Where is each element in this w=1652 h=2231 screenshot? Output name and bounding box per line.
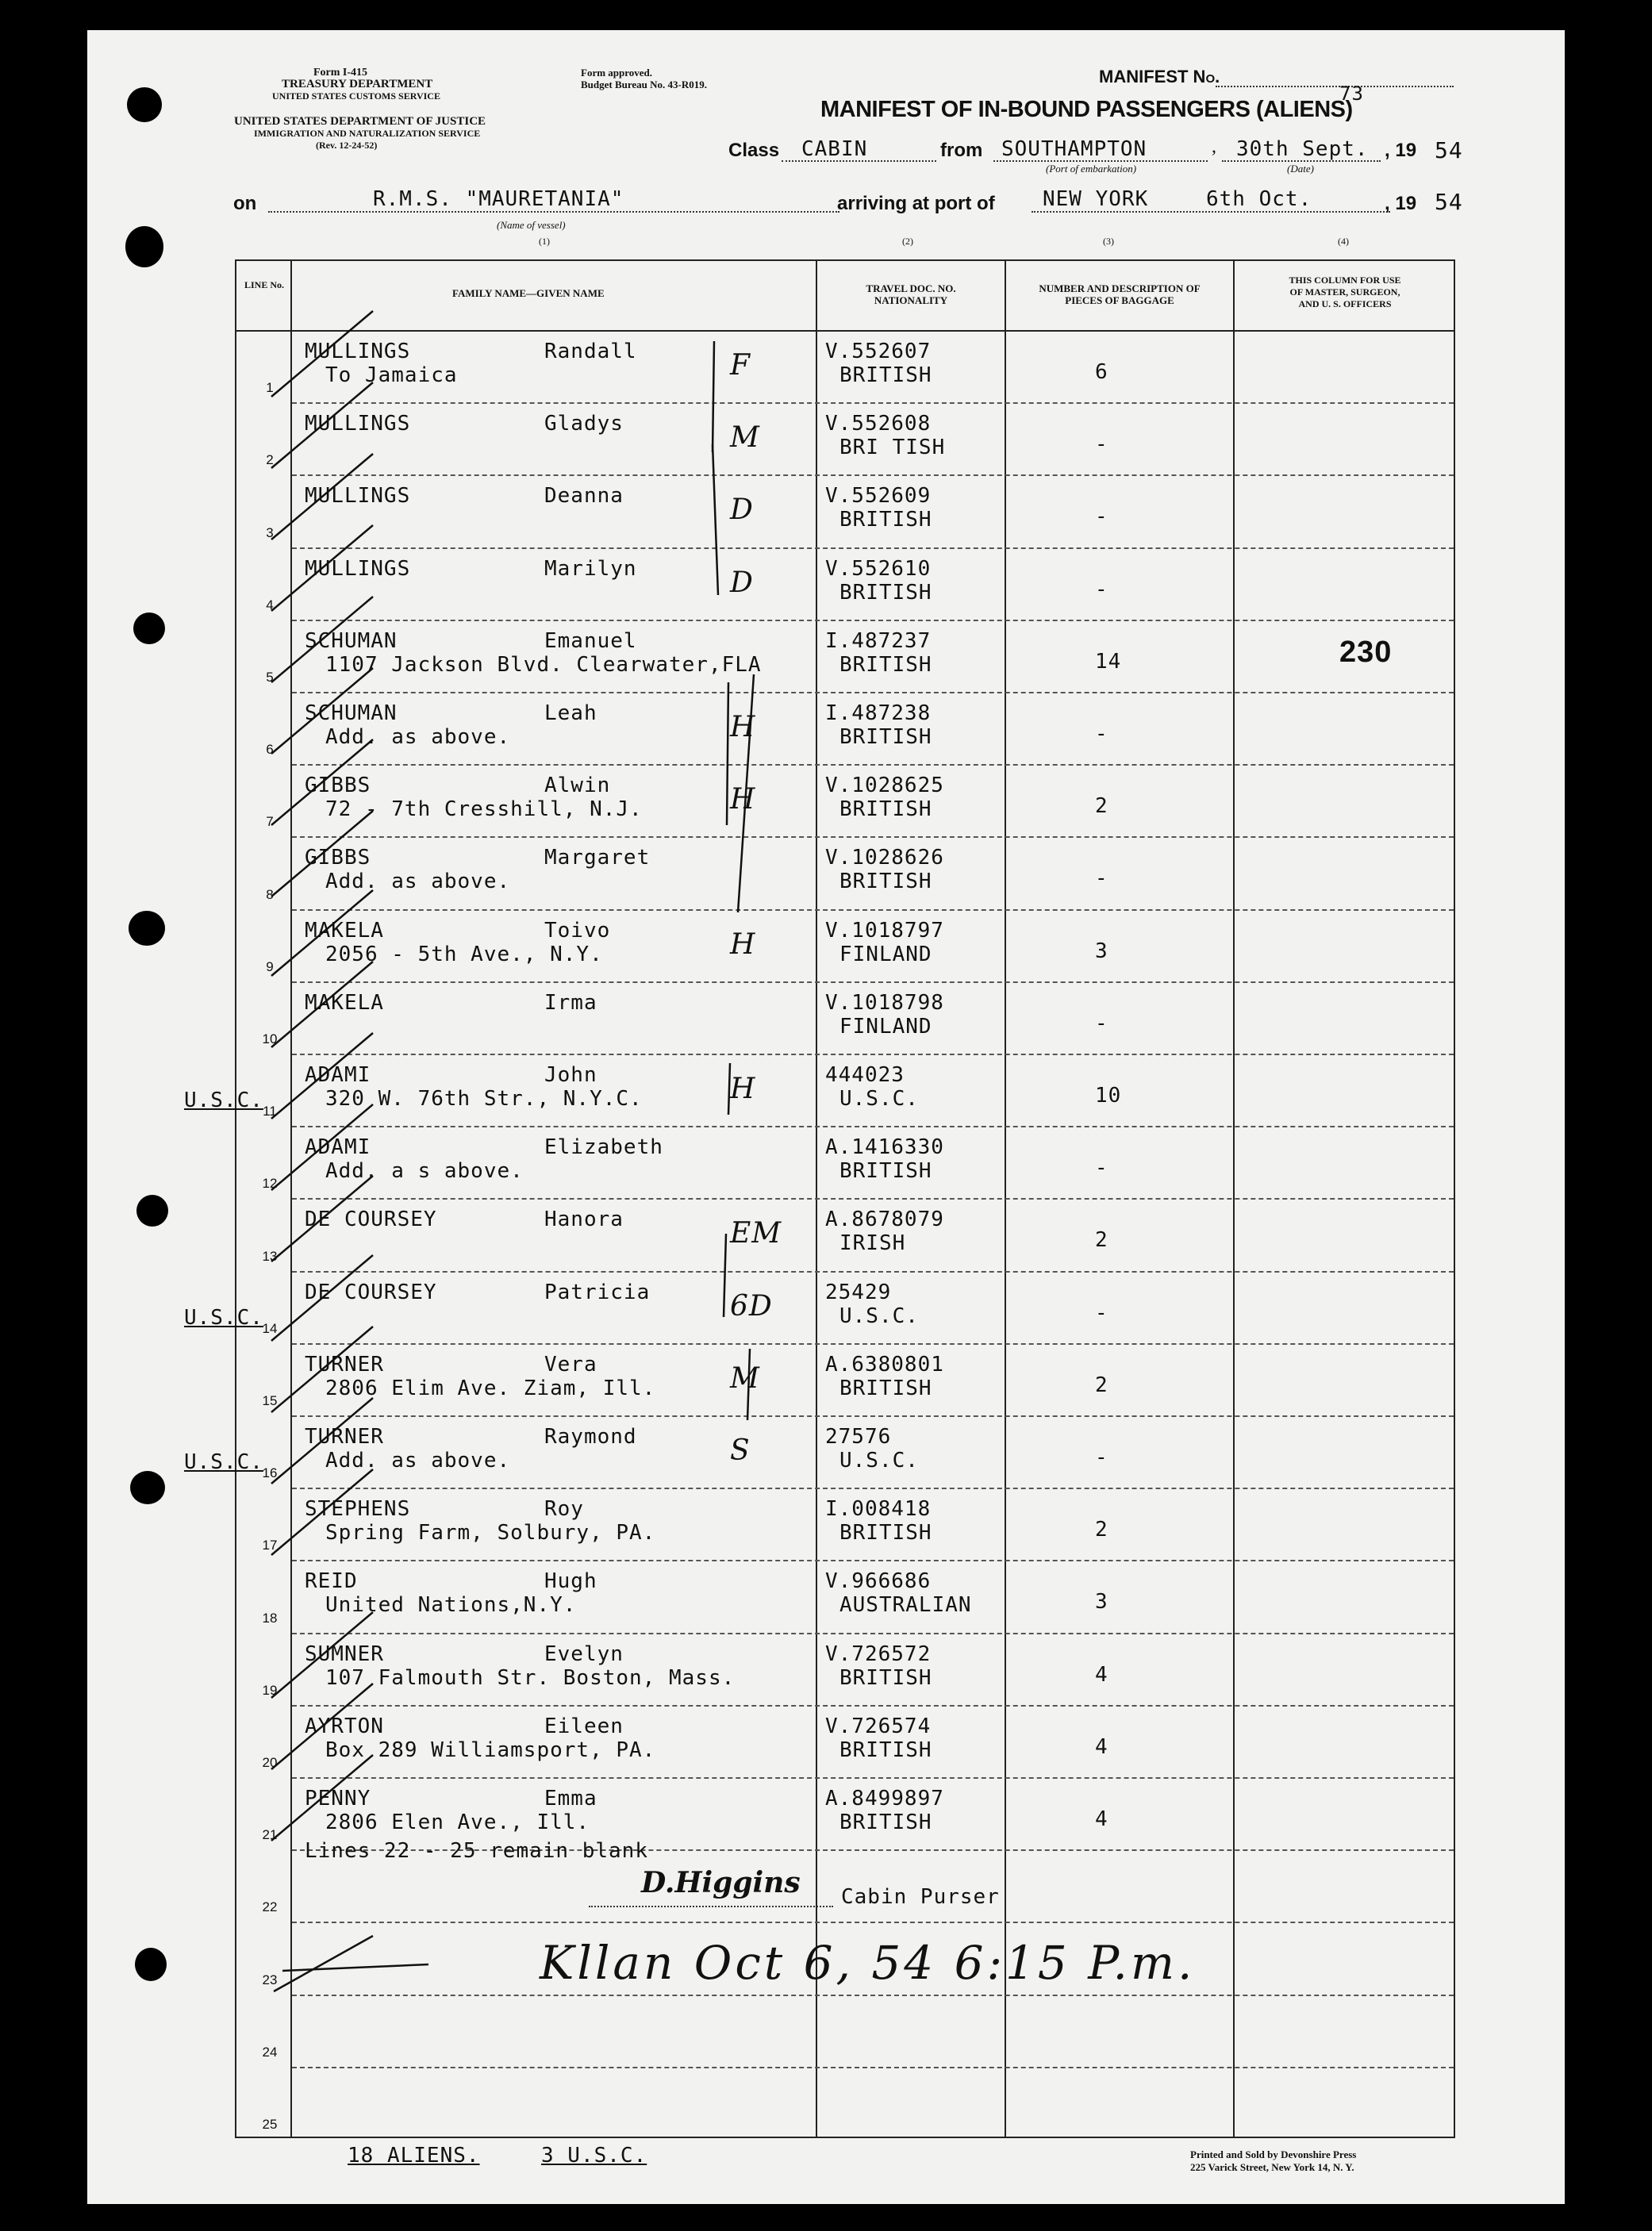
travel-doc-no: V.1028626	[825, 846, 944, 870]
line-number: 8	[266, 886, 274, 902]
purser-title: Cabin Purser	[841, 1885, 1000, 1909]
travel-doc-no: I.008418	[825, 1497, 932, 1522]
comma: ,	[1212, 136, 1216, 157]
baggage-count: -	[1095, 866, 1108, 891]
travel-doc-no: V.552608	[825, 412, 932, 436]
baggage-count: -	[1095, 1011, 1108, 1035]
header-officer-3: AND U. S. OFFICERS	[1298, 298, 1392, 309]
travel-doc-no: V.726572	[825, 1642, 932, 1666]
baggage-count: 4	[1095, 1807, 1108, 1831]
line-number: 1	[266, 380, 274, 396]
manifest-no: 73	[1339, 83, 1364, 105]
address: Add. as above.	[325, 1449, 511, 1473]
status-mark: H	[730, 783, 756, 816]
nationality: FINLAND	[839, 942, 932, 966]
baggage-count: -	[1095, 505, 1108, 529]
baggage-count: 3	[1095, 939, 1108, 963]
alien-count: 18 ALIENS.	[348, 2144, 480, 2168]
nationality: FINLAND	[839, 1014, 932, 1039]
col-1-label: (1)	[539, 236, 550, 247]
address: 2056 - 5th Ave., N.Y.	[325, 942, 603, 966]
family-name: ADAMI	[305, 1135, 371, 1160]
family-name: AYRTON	[305, 1714, 384, 1738]
nationality: U.S.C.	[839, 1449, 919, 1473]
given-name: Deanna	[544, 484, 624, 509]
address: United Nations,N.Y.	[325, 1593, 577, 1618]
baggage-count: 3	[1095, 1590, 1108, 1615]
baggage-count: 6	[1095, 360, 1108, 384]
line-number: 17	[262, 1538, 278, 1553]
travel-doc-no: V.966686	[825, 1569, 932, 1594]
col-2-label: (2)	[902, 236, 913, 247]
baggage-count: 2	[1095, 1228, 1108, 1253]
baggage-count: 2	[1095, 1373, 1108, 1397]
family-name: ADAMI	[305, 1063, 371, 1087]
line-number: 2	[266, 452, 274, 468]
given-name: Alwin	[544, 774, 611, 798]
address: 320 W. 76th Str., N.Y.C.	[325, 1087, 643, 1111]
given-name: Gladys	[544, 412, 624, 436]
usc-annotation: U.S.C.	[184, 1305, 263, 1330]
given-name: Roy	[544, 1497, 584, 1522]
baggage-count: 4	[1095, 1662, 1108, 1687]
line-number: 25	[262, 2117, 278, 2132]
baggage-count: -	[1095, 1446, 1108, 1469]
printer-line-2: 225 Varick Street, New York 14, N. Y.	[1190, 2161, 1354, 2173]
nationality: BRITISH	[839, 725, 932, 749]
given-name: Hugh	[544, 1569, 597, 1594]
from-label: from	[940, 140, 983, 161]
address: Box 289 Williamsport, PA.	[325, 1738, 656, 1762]
travel-doc-no: V.1018797	[825, 918, 944, 943]
arriving-label: arriving at port of	[837, 193, 995, 214]
nationality: U.S.C.	[839, 1087, 919, 1111]
year-prefix-text: 19	[1395, 140, 1417, 161]
baggage-count: -	[1095, 1300, 1108, 1325]
status-mark: S	[730, 1434, 751, 1467]
baggage-count: 4	[1095, 1734, 1108, 1759]
given-name: Toivo	[544, 918, 611, 943]
address: To Jamaica	[325, 363, 458, 387]
printer-line-1: Printed and Sold by Devonshire Press	[1190, 2148, 1357, 2160]
given-name: Patricia	[544, 1280, 651, 1304]
nationality: BRITISH	[839, 1376, 932, 1400]
form-id: Form I-415	[313, 67, 368, 79]
given-name: Marilyn	[544, 556, 637, 581]
status-mark: M	[730, 1361, 760, 1395]
family-name: SUMNER	[305, 1642, 384, 1666]
travel-doc-no: A.8499897	[825, 1787, 944, 1811]
arrival-year: 54	[1435, 189, 1463, 215]
given-name: Eileen	[544, 1714, 624, 1738]
travel-doc-no: 25429	[825, 1280, 892, 1304]
travel-doc-no: A.6380801	[825, 1352, 944, 1377]
baggage-count: 10	[1095, 1084, 1122, 1108]
justice-dept: UNITED STATES DEPARTMENT OF JUSTICE	[234, 115, 486, 128]
nationality: BRITISH	[839, 652, 932, 677]
given-name: Hanora	[544, 1208, 624, 1232]
baggage-count: -	[1095, 432, 1108, 457]
nationality: BRITISH	[839, 1738, 932, 1762]
travel-doc-no: V.552610	[825, 556, 932, 581]
family-name: PENNY	[305, 1787, 371, 1811]
header-line-no: LINE No.	[244, 279, 284, 290]
year-prefix-2-text: 19	[1395, 193, 1417, 214]
col-3-label: (3)	[1103, 236, 1114, 247]
status-mark: EM	[730, 1217, 782, 1250]
travel-doc-no: A.8678079	[825, 1208, 944, 1232]
address: 2806 Elen Ave., Ill.	[325, 1811, 590, 1834]
given-name: Leah	[544, 701, 597, 725]
family-name: STEPHENS	[305, 1497, 411, 1522]
embark-port: SOUTHAMPTON	[1001, 137, 1147, 161]
on-label: on	[233, 193, 257, 214]
embark-date: 30th Sept.	[1236, 137, 1369, 161]
nationality: BRITISH	[839, 363, 932, 387]
status-mark: D	[730, 566, 754, 599]
given-name: John	[544, 1063, 597, 1087]
travel-doc-no: 444023	[825, 1063, 905, 1087]
line-number: 11	[263, 1104, 277, 1119]
handwritten-arrival-note: Kllan Oct 6, 54 6:15 P.m.	[540, 1936, 1196, 1990]
address: 2806 Elim Ave. Ziam, Ill.	[325, 1376, 656, 1400]
manifest-no-label: MANIFEST No.	[1099, 67, 1220, 86]
status-mark: H	[730, 1073, 756, 1105]
family-name: MULLINGS	[305, 412, 411, 436]
dept-name: TREASURY DEPARTMENT	[282, 78, 433, 90]
nationality: BRITISH	[839, 1665, 932, 1690]
given-name: Evelyn	[544, 1642, 624, 1666]
travel-doc-no: V.552607	[825, 340, 932, 363]
address: 1107 Jackson Blvd. Clearwater,FLA	[325, 652, 762, 677]
line-number: 3	[266, 524, 274, 540]
status-mark: H	[730, 927, 756, 961]
given-name: Irma	[544, 990, 597, 1015]
family-name: GIBBS	[305, 846, 371, 870]
header-officer-2: OF MASTER, SURGEON,	[1289, 286, 1400, 298]
ins-service: IMMIGRATION AND NATURALIZATION SERVICE	[254, 128, 481, 139]
given-name: Emanuel	[544, 628, 637, 653]
year-prefix: , 19	[1385, 140, 1417, 161]
usc-annotation: U.S.C.	[184, 1450, 263, 1474]
address: 107 Falmouth Str. Boston, Mass.	[325, 1665, 736, 1690]
travel-doc-no: V.1028625	[825, 774, 944, 798]
class-label: Class	[728, 140, 780, 161]
line-number: 9	[266, 958, 274, 974]
officer-note: 230	[1339, 635, 1393, 669]
port-embark-caption: (Port of embarkation)	[1046, 163, 1137, 175]
nationality: BRITISH	[839, 1521, 932, 1546]
family-name: TURNER	[305, 1425, 384, 1449]
class-value: CABIN	[801, 137, 868, 161]
arrival-port: NEW YORK	[1043, 187, 1149, 211]
nationality: BRITISH	[839, 508, 932, 532]
family-name: MULLINGS	[305, 340, 411, 363]
date-caption: (Date)	[1287, 163, 1314, 175]
nationality: BRI TISH	[839, 436, 946, 460]
line-number: 21	[262, 1827, 278, 1843]
line-number: 5	[266, 670, 274, 685]
family-name: REID	[305, 1569, 358, 1594]
given-name: Elizabeth	[544, 1135, 663, 1160]
baggage-count: 14	[1095, 649, 1122, 674]
given-name: Emma	[544, 1787, 597, 1811]
travel-doc-no: I.487237	[825, 628, 932, 653]
status-mark: 6D	[730, 1289, 773, 1323]
family-name: GIBBS	[305, 774, 371, 798]
line-number: 7	[266, 814, 274, 830]
nationality: BRITISH	[839, 797, 932, 822]
family-name: TURNER	[305, 1352, 384, 1377]
baggage-count: 2	[1095, 794, 1108, 819]
header-baggage-2: PIECES OF BAGGAGE	[1065, 294, 1174, 306]
travel-doc-no: V.726574	[825, 1714, 932, 1738]
line-number: 6	[266, 742, 274, 758]
address: Add. as above.	[325, 725, 511, 749]
status-mark: M	[730, 421, 760, 455]
address: Add. as above.	[325, 870, 511, 894]
header-officer-1: THIS COLUMN FOR USE	[1289, 275, 1401, 286]
address: 72 - 7th Cresshill, N.J.	[325, 797, 643, 822]
baggage-count: -	[1095, 1156, 1108, 1181]
purser-signature: D.Higgins	[641, 1866, 801, 1899]
line-number: 15	[262, 1393, 278, 1408]
line-number: 10	[262, 1031, 278, 1046]
line-number: 4	[266, 597, 274, 612]
status-mark: F	[730, 349, 751, 382]
vessel-caption: (Name of vessel)	[497, 219, 566, 231]
line-number: 12	[262, 1176, 278, 1192]
line-number: 24	[262, 2044, 278, 2060]
nationality: U.S.C.	[839, 1304, 919, 1328]
status-mark: D	[730, 493, 754, 527]
travel-doc-no: V.552609	[825, 484, 932, 509]
address: Spring Farm, Solbury, PA.	[325, 1521, 656, 1546]
status-mark: H	[730, 711, 756, 743]
nationality: BRITISH	[839, 1811, 932, 1834]
header-baggage-1: NUMBER AND DESCRIPTION OF	[1039, 282, 1201, 294]
family-name: MAKELA	[305, 918, 384, 943]
family-name: DE COURSEY	[305, 1208, 437, 1232]
baggage-count: -	[1095, 577, 1108, 601]
family-name: DE COURSEY	[305, 1280, 437, 1304]
nationality: BRITISH	[839, 870, 932, 894]
baggage-count: 2	[1095, 1518, 1108, 1542]
line-number: 14	[262, 1320, 278, 1336]
usc-count: 3 U.S.C.	[541, 2144, 647, 2168]
line-number: 16	[262, 1465, 278, 1481]
header-travel-doc: TRAVEL DOC. NO.	[866, 282, 956, 294]
customs-service: UNITED STATES CUSTOMS SERVICE	[272, 90, 440, 102]
nationality: IRISH	[839, 1231, 906, 1256]
line-number: 19	[262, 1682, 278, 1698]
line-number: 23	[262, 1972, 278, 1987]
given-name: Margaret	[544, 846, 651, 870]
line-number: 20	[262, 1755, 278, 1770]
budget-bureau: Budget Bureau No. 43-R019.	[581, 79, 708, 90]
vessel-name: R.M.S. "MAURETANIA"	[373, 187, 624, 211]
family-name: MAKELA	[305, 990, 384, 1015]
line-number: 18	[262, 1610, 278, 1626]
nationality: BRITISH	[839, 1159, 932, 1184]
family-name: MULLINGS	[305, 556, 411, 581]
family-name: MULLINGS	[305, 484, 411, 509]
given-name: Vera	[544, 1352, 597, 1377]
year-prefix-2: , 19	[1385, 193, 1417, 214]
given-name: Randall	[544, 340, 637, 363]
line-number: 22	[262, 1899, 278, 1915]
revision: (Rev. 12-24-52)	[316, 140, 378, 151]
line-number: 13	[262, 1248, 278, 1264]
nationality: AUSTRALIAN	[839, 1593, 972, 1618]
address: Add. a s above.	[325, 1159, 524, 1184]
header-name: FAMILY NAME—GIVEN NAME	[452, 287, 605, 299]
family-name: SCHUMAN	[305, 628, 398, 653]
family-name: SCHUMAN	[305, 701, 398, 725]
given-name: Raymond	[544, 1425, 637, 1449]
form-approved: Form approved.	[581, 67, 653, 79]
embark-year: 54	[1435, 137, 1463, 163]
travel-doc-no: A.1416330	[825, 1135, 944, 1160]
baggage-count: -	[1095, 722, 1108, 746]
header-nationality: NATIONALITY	[874, 294, 948, 306]
nationality: BRITISH	[839, 580, 932, 605]
travel-doc-no: V.1018798	[825, 990, 944, 1015]
travel-doc-no: 27576	[825, 1425, 892, 1449]
col-4-label: (4)	[1338, 236, 1349, 247]
usc-annotation: U.S.C.	[184, 1089, 263, 1112]
document-title: MANIFEST OF IN-BOUND PASSENGERS (ALIENS)	[820, 97, 1353, 122]
travel-doc-no: I.487238	[825, 701, 932, 725]
blank-lines-note: Lines 22 - 25 remain blank	[305, 1839, 648, 1863]
arrival-date: 6th Oct.	[1206, 187, 1312, 211]
